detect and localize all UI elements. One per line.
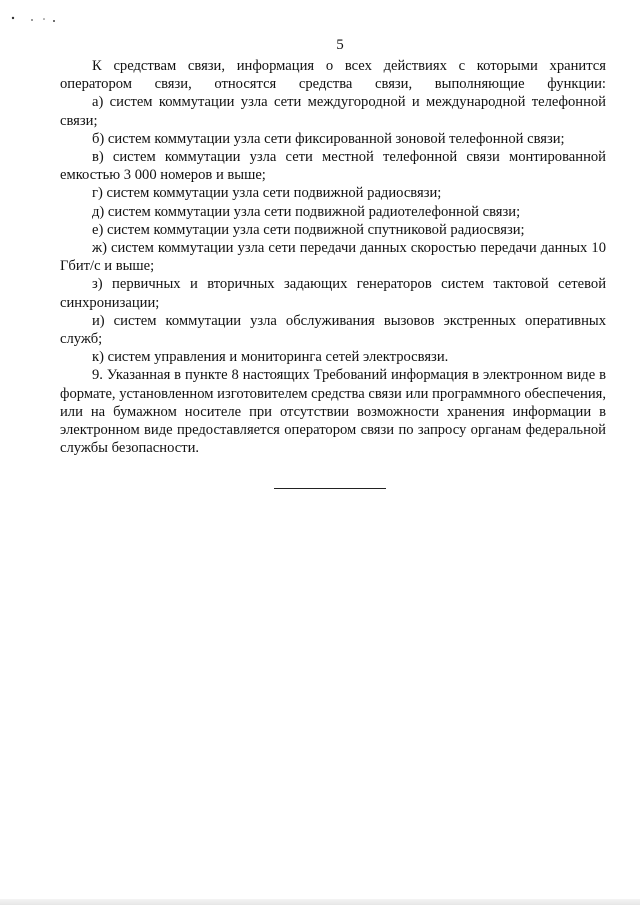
list-item-d: д) систем коммутации узла сети подвижной радиотелефонной связи; bbox=[92, 203, 521, 220]
scan-bottom-edge bbox=[0, 899, 640, 905]
list-item-z: з) первичных и вторичных задающих генераторов систем тактовой сетевой синхронизации; bbox=[60, 276, 606, 311]
list-item-v: в) систем коммутации узла сети местной телефонной связи монтированной емкостью 3 000 номеров и выше; bbox=[60, 149, 606, 184]
list-item-a: а) систем коммутации узла сети междугородной и международной телефонной связи; bbox=[60, 94, 606, 129]
page-number: 5 bbox=[336, 37, 344, 53]
document-body bbox=[60, 57, 606, 457]
scan-artifact bbox=[10, 14, 60, 24]
list-item-i: и) систем коммутации узла обслуживания вызовов экстренных оперативных служб; bbox=[60, 312, 606, 348]
section-9-paragraph: 9. Указанная в пункте 8 настоящих Требований информация в электронном виде в формате, установленном изготовителем средства связи или программного обеспечения, или на бумажном носителе при отсутствии возможности хранения информации в электронном виде предоставляется оператором связи по запросу органам федеральной службы безопасности. bbox=[60, 367, 606, 457]
end-of-text-rule bbox=[274, 488, 386, 489]
intro-paragraph: К средствам связи, информация о всех действиях с которыми хранится оператором связи, относятся средства связи, выполняющие функции: bbox=[60, 58, 606, 93]
list-item-g: г) систем коммутации узла сети подвижной радиосвязи; bbox=[92, 185, 442, 202]
list-item-e: е) систем коммутации узла сети подвижной спутниковой радиосвязи; bbox=[92, 221, 525, 238]
list-item-k: к) систем управления и мониторинга сетей электросвязи. bbox=[92, 349, 449, 366]
list-item-zh: ж) систем коммутации узла сети передачи данных скоростью передачи данных 10 Гбит/с и выше; bbox=[60, 240, 606, 275]
list-item-b: б) систем коммутации узла сети фиксированной зоновой телефонной связи; bbox=[92, 130, 565, 147]
